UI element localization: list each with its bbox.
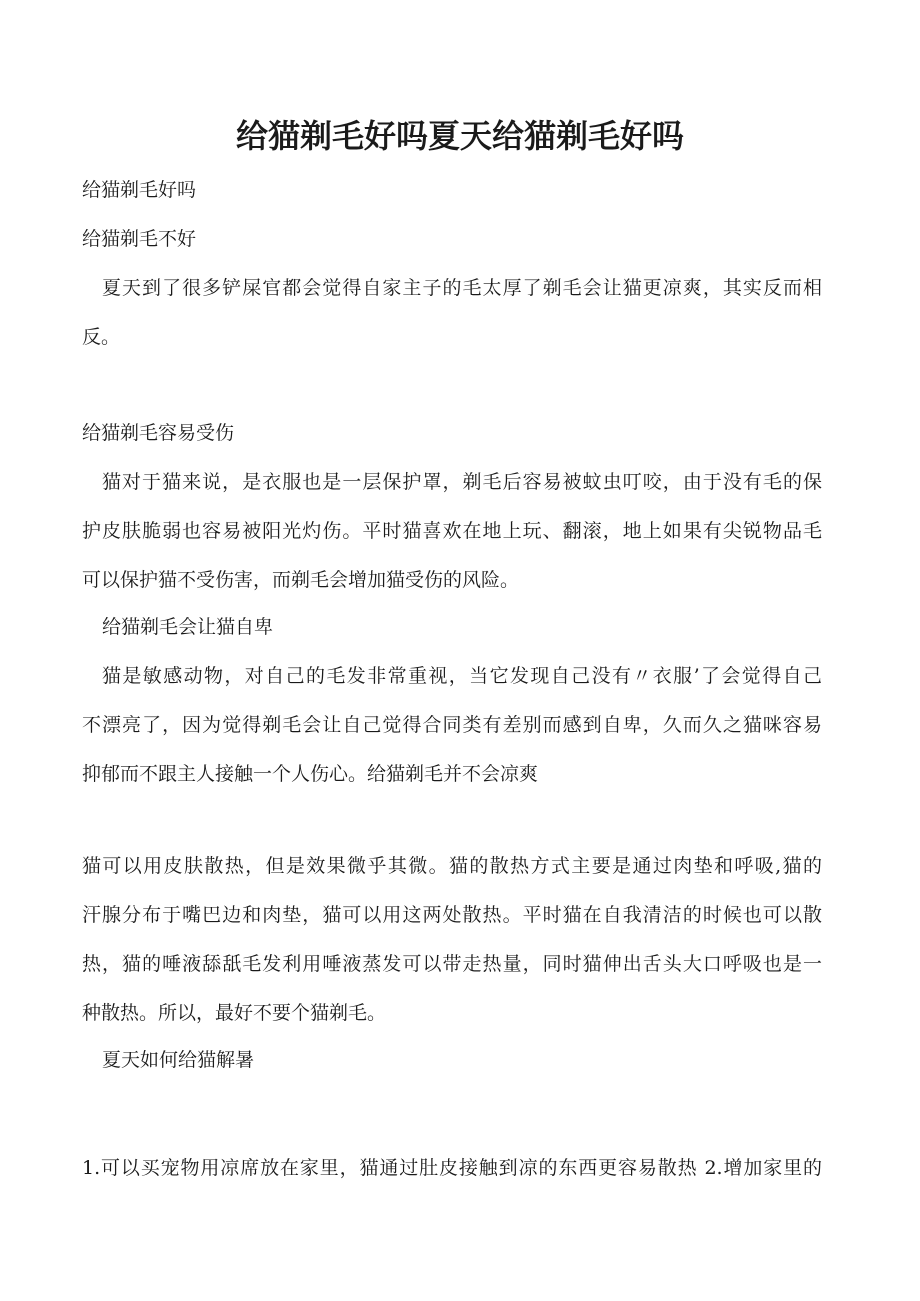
paragraph-cooling-line-1: 猫可以用皮肤散热，但是效果微乎其微。猫的散热方式主要是通过肉垫和呼吸,猫的 <box>82 855 822 877</box>
paragraph-inferiority-line-2: 不漂亮了，因为觉得剃毛会让自己觉得合同类有差别而感到自卑，久而久之猫咪容易 <box>82 714 822 736</box>
paragraph-inferiority-line-1: 猫是敏感动物，对自己的毛发非常重视，当它发现自己没有〃衣服’了会觉得自己 <box>102 665 822 687</box>
subheading-inferiority: 给猫剃毛会让猫自卑 <box>102 616 274 638</box>
paragraph-summer-line-1: 夏天到了很多铲屎官都会觉得自家主子的毛太厚了剃毛会让猫更凉爽，其实反而相 <box>102 277 822 299</box>
paragraph-injury-line-1: 猫对于猫来说，是衣服也是一层保护罩，剃毛后容易被蚊虫叮咬，由于没有毛的保 <box>102 471 822 493</box>
subheading-shaving-not-good: 给猫剃毛不好 <box>82 228 197 250</box>
document-title: 给猫剃毛好吗夏天给猫剃毛好吗 <box>235 117 684 155</box>
paragraph-injury-line-3: 可以保护猫不受伤害，而剃毛会增加猫受伤的风险。 <box>82 569 520 591</box>
paragraph-tips-line-1: 1.可以买宠物用凉席放在家里，猫通过肚皮接触到凉的东西更容易散热 2.增加家里的 <box>82 1157 822 1179</box>
paragraph-cooling-line-2: 汗腺分布于嘴巴边和肉垫，猫可以用这两处散热。平时猫在自我清洁的时候也可以散 <box>82 904 822 926</box>
subheading-is-shaving-good: 给猫剃毛好吗 <box>82 179 197 201</box>
paragraph-inferiority-line-3: 抑郁而不跟主人接触一个人伤心。给猫剃毛并不会凉爽 <box>82 763 539 785</box>
subheading-easy-injury: 给猫剃毛容易受伤 <box>82 422 235 444</box>
paragraph-summer-line-2: 反。 <box>82 326 121 348</box>
paragraph-cooling-line-4: 种散热。所以，最好不要个猫剃毛。 <box>82 1002 387 1024</box>
paragraph-cooling-line-3: 热，猫的唾液舔舐毛发利用唾液蒸发可以带走热量，同时猫伸出舌头大口呼吸也是一 <box>82 953 822 975</box>
subheading-summer-cooling: 夏天如何给猫解暑 <box>102 1049 255 1071</box>
paragraph-injury-line-2: 护皮肤脆弱也容易被阳光灼伤。平时猫喜欢在地上玩、翻滚，地上如果有尖锐物品毛 <box>82 520 822 542</box>
